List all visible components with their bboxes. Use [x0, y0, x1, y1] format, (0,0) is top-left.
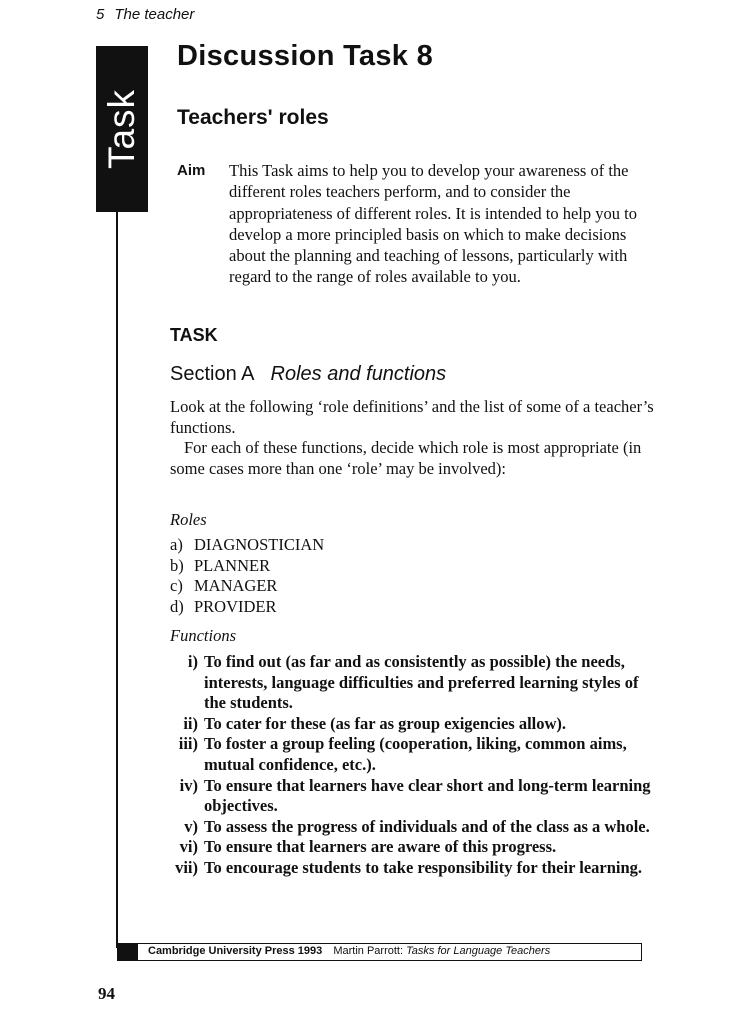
function-item [170, 858, 655, 879]
function-item-text: To foster a group feeling (cooperation, liking, common aims, mutual confidence, etc.). [204, 734, 627, 774]
function-item-text: To encourage students to take responsibility for their learning. [204, 857, 643, 877]
role-item-marker: b) [170, 555, 184, 575]
role-item-marker: a) [170, 535, 183, 554]
function-item-text: To find out (as far and as consistently as possible) the needs, interests, language difficulties and preferred learning styles of the students. [204, 652, 639, 713]
function-item-text: To ensure that learners have clear short and long-term learning objectives. [204, 775, 651, 816]
roles-heading: Roles [170, 510, 207, 529]
section-label: Section A [170, 363, 255, 385]
role-item-marker: d) [170, 596, 184, 616]
functions-list [170, 652, 655, 879]
task-tab-label: Task [101, 88, 142, 170]
function-item-marker: vii) [175, 857, 198, 877]
running-head [96, 6, 194, 23]
function-item-text: To ensure that learners are aware of this progress. [204, 837, 557, 857]
function-item-marker: ii) [183, 713, 198, 733]
roles-list [170, 535, 324, 617]
function-item-text: To cater for these (as far as group exigencies allow). [204, 713, 567, 733]
role-item-text: DIAGNOSTICIAN [194, 535, 325, 554]
role-item [170, 597, 324, 618]
section-heading [170, 363, 446, 386]
page-title: Discussion Task 8 [177, 40, 434, 72]
functions-heading: Functions [170, 626, 236, 645]
intro-paragraph: Look at the following ‘role definitions’ and the list of some of a teacher’s functions. [170, 397, 654, 437]
footer-publisher: Cambridge University Press 1993 [148, 945, 323, 957]
role-item [170, 556, 324, 577]
function-item [170, 776, 655, 817]
footer-book-title: Tasks for Language Teachers [406, 945, 551, 957]
role-item-text: PROVIDER [194, 596, 277, 616]
role-item [170, 576, 324, 597]
chapter-number: 5 [96, 6, 105, 23]
aim-label: Aim [177, 162, 206, 179]
function-item-text: To assess the progress of individuals and of the class as a whole. [204, 816, 650, 836]
function-item [170, 817, 655, 838]
function-item-marker: vi) [179, 837, 198, 857]
chapter-title: The teacher [114, 6, 195, 23]
page-number: 94 [98, 984, 115, 1003]
role-item-marker: c) [170, 576, 183, 595]
margin-rule [116, 212, 118, 948]
task-tab [96, 46, 148, 212]
function-item-marker: iv) [179, 775, 198, 795]
intro-paragraph: For each of these functions, decide which role is most appropriate (in some cases more than one ‘role’ may be involved): [170, 438, 642, 478]
footer-author: Martin Parrott: [333, 945, 404, 957]
intro-text [170, 397, 660, 479]
section-name: Roles and functions [270, 363, 447, 385]
footer-block [118, 944, 138, 960]
role-item-text: MANAGER [194, 576, 278, 595]
footer-text [148, 945, 550, 957]
page-subtitle: Teachers' roles [177, 106, 329, 129]
task-heading: TASK [170, 325, 218, 345]
function-item-marker: i) [187, 652, 198, 671]
role-item [170, 535, 324, 556]
function-item [170, 652, 655, 714]
role-item-text: PLANNER [194, 555, 271, 575]
function-item-marker: iii) [178, 734, 198, 754]
copyright-footer [117, 943, 642, 961]
aim-text: This Task aims to help you to develop your awareness of the different roles teachers perform, and to consider the appropriateness of different roles. It is intended to help you to develop a more principled basis on which to make decisions about the planning and teaching of lessons, particularly with regard to the range of roles available to you. [229, 161, 637, 287]
function-item-marker: v) [184, 816, 198, 836]
function-item [170, 714, 655, 735]
function-item [170, 734, 655, 775]
function-item [170, 837, 655, 858]
